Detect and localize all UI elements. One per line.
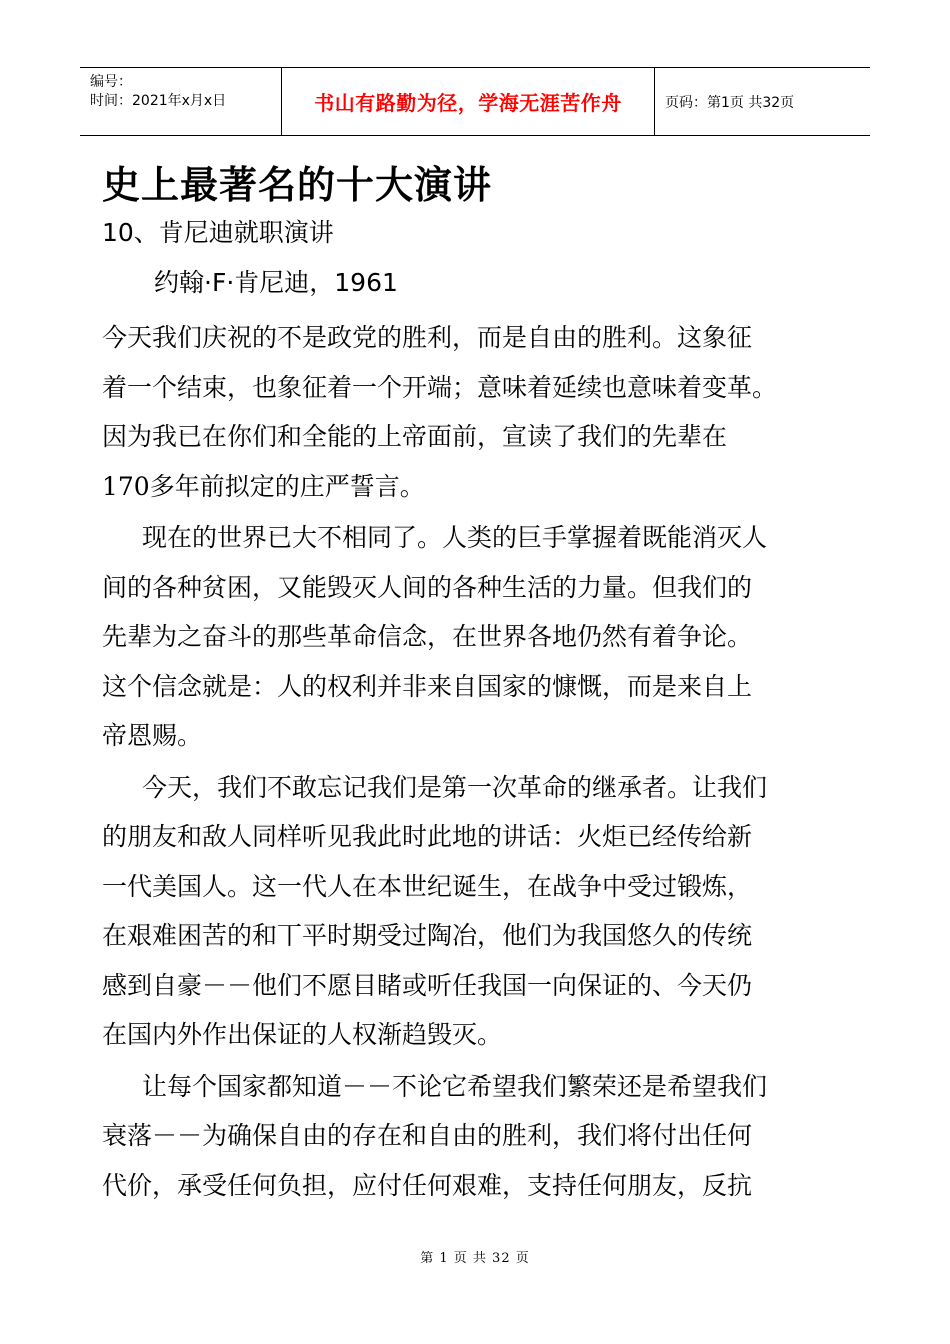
body-line: 感到自豪－－他们不愿目睹或听任我国一向保证的、今天仍 [102, 970, 753, 1000]
body-line: 间的各种贫困，又能毁灭人间的各种生活的力量。但我们的 [102, 572, 753, 602]
body-line: 在国内外作出保证的人权渐趋毁灭。 [102, 1020, 503, 1049]
body-line: 帝恩赐。 [102, 721, 203, 750]
header-motto-cell [282, 68, 655, 135]
body-line: 代价，承受任何负担，应付任何艰难，支持任何朋友，反抗 [102, 1170, 753, 1200]
header-meta-cell [80, 68, 282, 135]
body-line: 让每个国家都知道－－不论它希望我们繁荣还是希望我们 [142, 1071, 768, 1101]
body-line: 在艰难困苦的和丅平时期受过陶冶，他们为我国悠久的传统 [102, 921, 753, 950]
body-line: 因为我已在你们和全能的上帝面前，宣读了我们的先辈在 [102, 422, 728, 451]
body-line: 着一个结束，也象征着一个开端；意味着延续也意味着变革。 [102, 372, 778, 402]
header-motto: 书山有路勤为径，学海无涯苦作舟 [314, 91, 622, 115]
header-table [80, 67, 870, 136]
serial-label: 编号： [90, 74, 132, 90]
page-footer [0, 1247, 950, 1266]
header-page-cell [655, 68, 870, 135]
body-line: 今天，我们不敢忘记我们是第一次革命的继承者。让我们 [142, 772, 768, 802]
footer-page-number: 第 1 页 共 32 页 [420, 1251, 530, 1266]
body-line: 今天我们庆祝的不是政党的胜利，而是自由的胜利。这象征 [102, 323, 753, 352]
body-line: 衰落－－为确保自由的存在和自由的胜利，我们将付出任何 [102, 1121, 753, 1150]
body-line: 一代美国人。这一代人在本世纪诞生，在战争中受过锻炼， [102, 871, 753, 901]
body-line: 的朋友和敌人同样听见我此时此地的讲话：火炬已经传给新 [102, 822, 753, 851]
body-line: 这个信念就是：人的权利并非来自国家的慷慨，而是来自上 [102, 671, 753, 701]
body-line: 现在的世界已大不相同了。人类的巨手掌握着既能消灭人 [142, 523, 768, 552]
document-title: 史上最著名的十大演讲 [102, 163, 493, 207]
header-page-info: 页码：第1页 共32页 [665, 94, 795, 111]
document-subtitle: 10、肯尼迪就职演讲 [102, 218, 334, 247]
body-line: 先辈为之奋斗的那些革命信念，在世界各地仍然有着争论。 [102, 622, 753, 651]
document-author: 约翰·F·肯尼迪，1961 [154, 268, 398, 297]
document-body [102, 313, 862, 1210]
body-line: 170多年前拟定的庄严誓言。 [102, 471, 425, 501]
time-label: 时间：2021年x月x日 [90, 93, 227, 109]
